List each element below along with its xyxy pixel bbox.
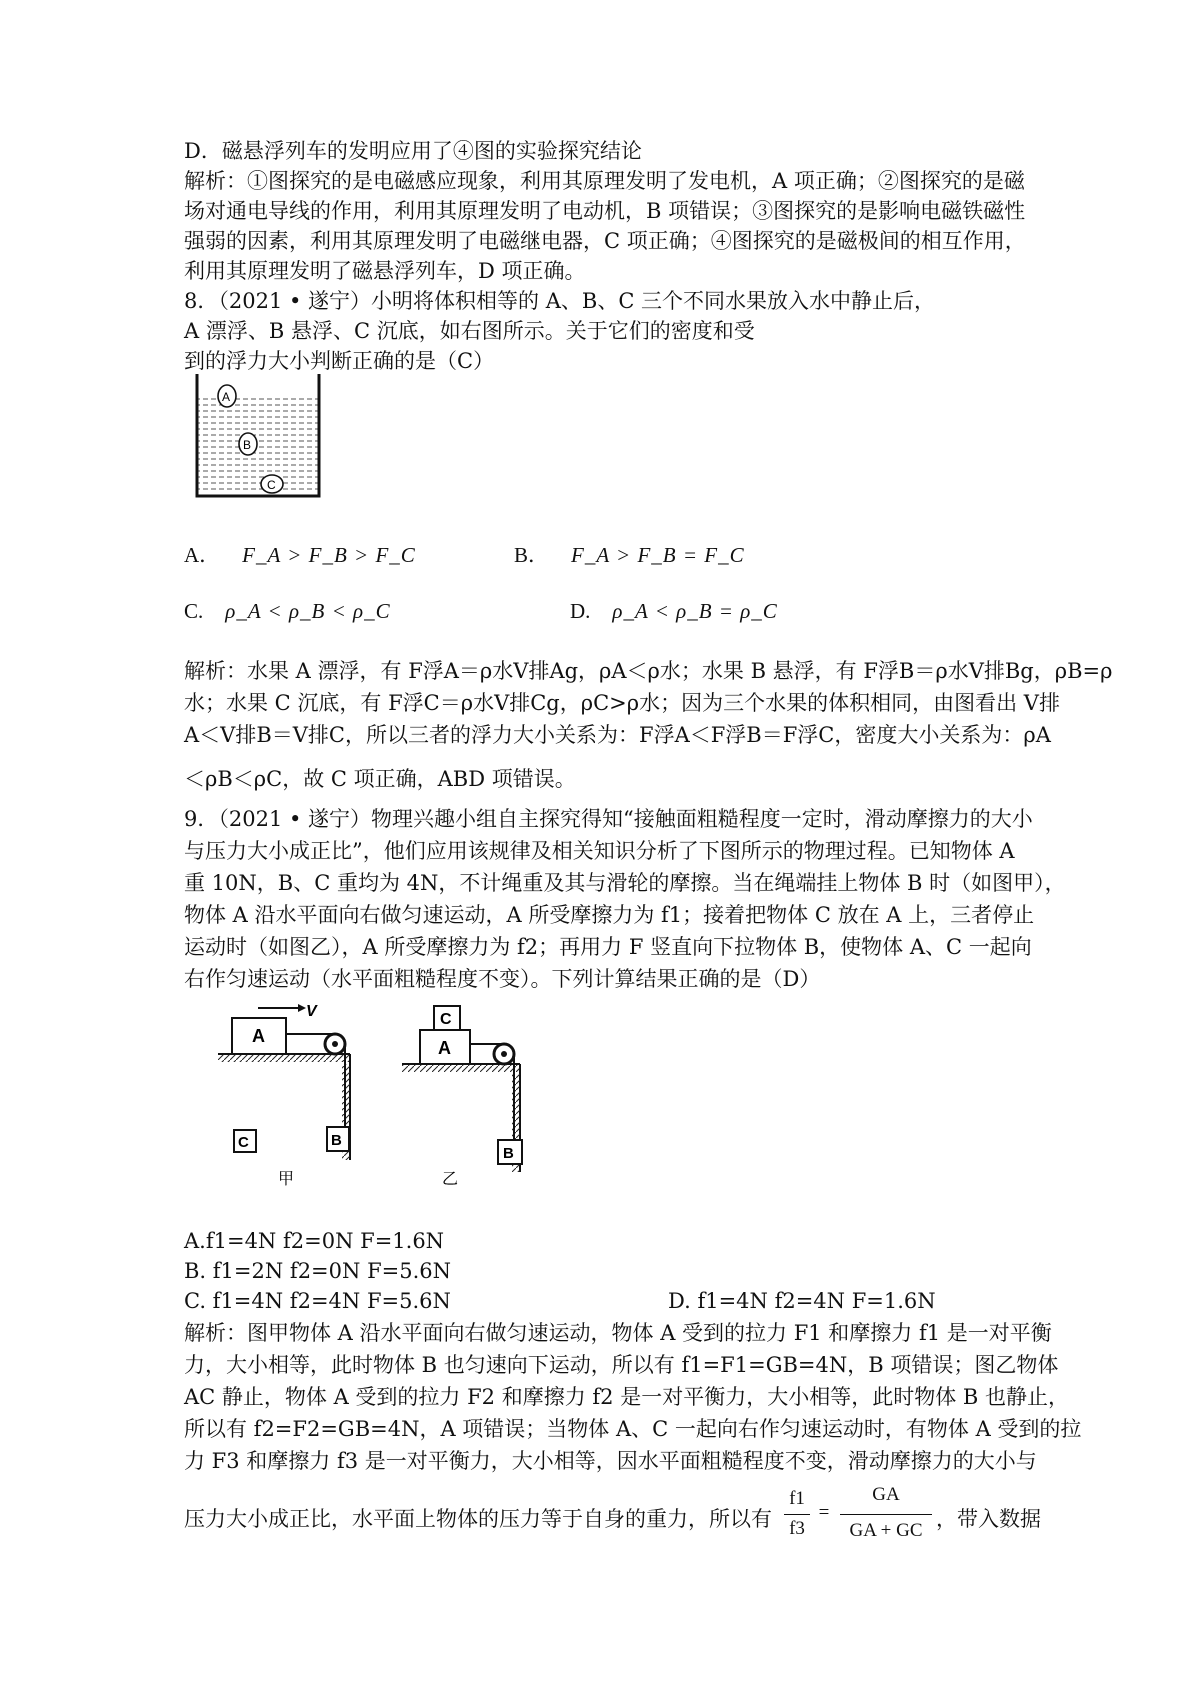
block-a-label: A	[252, 1026, 265, 1046]
q7-analysis-line: 场对通电导线的作用，利用其原理发明了电动机，B 项错误；③图探究的是影响电磁铁磁性	[184, 199, 1026, 223]
q8-analysis-line: A＜V排B＝V排C，所以三者的浮力大小关系为：F浮A＜F浮B＝F浮C，密度大小关系为：ρA	[184, 723, 1051, 747]
formula-equals: =	[818, 1502, 830, 1523]
block-a-label: A	[438, 1038, 451, 1058]
q7-analysis-line: 利用其原理发明了磁悬浮列车，D 项正确。	[184, 259, 586, 283]
fruit-a	[218, 385, 236, 407]
formula-numerator-right: GA	[872, 1484, 900, 1505]
q9-analysis-line: 所以有 f2=F2=GB=4N，A 项错误；当物体 A、C 一起向右作匀速运动时，有物体 A 受到的拉	[184, 1417, 1082, 1441]
block-c-label: C	[440, 1011, 452, 1028]
q8-analysis-line: 水；水果 C 沉底，有 F浮C＝ρ水V排Cg，ρC>ρ水；因为三个水果的体积相同，由图看出 V排	[184, 691, 1060, 715]
block-b	[498, 1140, 522, 1164]
q9-option-d: D. f1=4N f2=4N F=1.6N	[668, 1289, 936, 1313]
q8-option-d: D. ρ_A < ρ_B = ρ_C	[570, 599, 778, 623]
fruit-label-c: C	[267, 478, 276, 492]
q9-analysis-tail: ，带入数据	[936, 1507, 1041, 1531]
q8-option-c: C. ρ_A < ρ_B < ρ_C	[184, 599, 391, 623]
q9-stem-line: 运动时（如图乙），A 所受摩擦力为 f2；再用力 F 竖直向下拉物体 B，使物体 A、C 一起向	[184, 935, 1032, 959]
block-c	[434, 1006, 460, 1030]
q9-analysis-line: 压力大小成正比，水平面上物体的压力等于自身的重力，所以有	[184, 1507, 772, 1531]
q8-stem-line: 到的浮力大小判断正确的是（C）	[184, 349, 495, 373]
q9-analysis-line: 力 F3 和摩擦力 f3 是一对平衡力，大小相等，因水平面粗糙程度不变，滑动摩擦力的大小与	[184, 1449, 1037, 1473]
fruit-label-a: A	[222, 390, 231, 404]
q9-stem-line: 与压力大小成正比”，他们应用该规律及相关知识分析了下图所示的物理过程。已知物体 A	[184, 839, 1015, 863]
fraction-bar	[840, 1514, 932, 1515]
formula-denominator-right: GA + GC	[849, 1520, 923, 1541]
q9-option-c: C. f1=4N f2=4N F=5.6N	[184, 1289, 451, 1313]
figure-yi-caption: 乙	[442, 1169, 459, 1188]
block-a	[420, 1030, 470, 1064]
q8-stem-line: A 漂浮、B 悬浮、C 沉底，如右图所示。关于它们的密度和受	[184, 319, 755, 343]
block-c	[234, 1130, 256, 1152]
block-a	[232, 1018, 286, 1054]
block-c-label: C	[238, 1134, 249, 1151]
beaker-figure	[195, 372, 325, 502]
q9-analysis-line: 力，大小相等，此时物体 B 也匀速向下运动，所以有 f1=F1=GB=4N，B 项错误；图乙物体	[184, 1353, 1059, 1377]
q7-analysis-line: 强弱的因素，利用其原理发明了电磁继电器，C 项正确；④图探究的是磁极间的相互作用，	[184, 229, 1026, 253]
q8-option-a: A． F_A > F_B > F_C	[184, 543, 416, 567]
q9-option-b: B. f1=2N f2=0N F=5.6N	[184, 1259, 452, 1283]
q9-analysis-line: AC 静止，物体 A 受到的拉力 F2 和摩擦力 f2 是一对平衡力，大小相等，此时物体 B 也静止，	[184, 1385, 1069, 1409]
figure-jia-caption: 甲	[278, 1169, 295, 1188]
block-b-label: B	[503, 1145, 514, 1162]
figure-jia	[218, 1000, 388, 1188]
q8-stem-line: 8．（2021 • 遂宁）小明将体积相等的 A、B、C 三个不同水果放入水中静止后，	[184, 289, 936, 313]
fruit-c	[261, 475, 283, 493]
q9-stem-line: 9．（2021 • 遂宁）物理兴趣小组自主探究得知“接触面粗糙程度一定时，滑动摩擦力的大小	[184, 807, 1033, 831]
block-b	[327, 1127, 349, 1151]
q8-option-b: B． F_A > F_B = F_C	[514, 543, 745, 567]
q8-analysis-line: 解析：水果 A 漂浮，有 F浮A＝ρ水V排Ag，ρA＜ρ水；水果 B 悬浮，有 F浮B＝ρ水V排Bg，ρB=ρ	[184, 659, 1113, 683]
q9-analysis-line: 解析：图甲物体 A 沿水平面向右做匀速运动，物体 A 受到的拉力 F1 和摩擦力 f1 是一对平衡	[184, 1321, 1052, 1345]
q9-option-a: A.f1=4N f2=0N F=1.6N	[184, 1229, 445, 1253]
q9-stem-line: 重 10N，B、C 重均为 4N，不计绳重及其与滑轮的摩擦。当在绳端挂上物体 B 时（如图甲），	[184, 871, 1066, 895]
q7-analysis-line: 解析：①图探究的是电磁感应现象，利用其原理发明了发电机，A 项正确；②图探究的是磁	[184, 169, 1025, 193]
formula-denominator-left: f3	[789, 1518, 805, 1539]
velocity-label: V	[306, 1003, 317, 1020]
q8-analysis-line: ＜ρB＜ρC，故 C 项正确，ABD 项错误。	[184, 767, 576, 791]
figure-yi	[402, 1000, 572, 1188]
q9-stem-line: 右作匀速运动（水平面粗糙程度不变）。下列计算结果正确的是（D）	[184, 967, 821, 991]
formula-numerator-left: f1	[789, 1488, 805, 1509]
fruit-b	[239, 433, 257, 455]
fruit-label-b: B	[243, 438, 252, 452]
q9-stem-line: 物体 A 沿水平面向右做匀速运动，A 所受摩擦力为 f1；接着把物体 C 放在 A 上，三者停止	[184, 903, 1035, 927]
fraction-bar	[784, 1514, 810, 1515]
q7-option-d: D．磁悬浮列车的发明应用了④图的实验探究结论	[184, 139, 642, 163]
block-b-label: B	[331, 1132, 342, 1149]
